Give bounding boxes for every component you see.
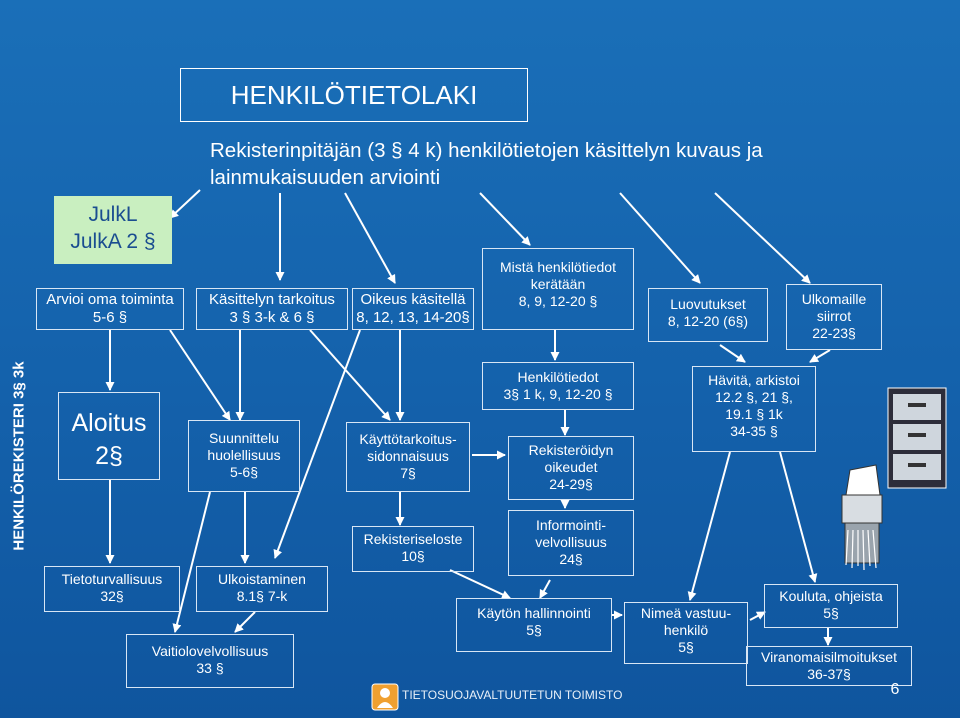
arrow-luovutukset-to-havita xyxy=(720,345,745,362)
arrow-nimea-to-kouluta xyxy=(750,612,765,620)
arvioi-line-1: Arvioi oma toiminta xyxy=(46,291,174,308)
footer-logo-icon xyxy=(372,684,398,710)
oikeus-line-2: 8, 12, 13, 14-20§ xyxy=(356,309,470,327)
office-clipart-icon xyxy=(842,388,946,570)
kasittely-line-1: Käsittelyn tarkoitus xyxy=(209,291,335,308)
mista-line-1: Mistä henkilötiedot xyxy=(500,259,616,275)
luovutukset-box xyxy=(648,288,768,342)
tietoturva-line-2: 32§ xyxy=(100,588,124,605)
vaitiolo-line-1: Vaitiolovelvollisuus xyxy=(151,643,269,659)
ulkomaille-line-3: 22-23§ xyxy=(812,325,856,342)
subtitle-line-2: lainmukaisuuden arviointi xyxy=(210,165,441,189)
footer-text: TIETOSUOJAVALTUUTETUN TOIMISTO xyxy=(402,688,623,702)
kasittely-line-2: 3 § 3-k & 6 § xyxy=(229,309,315,327)
arrow-arvioi-to-suunnittelu xyxy=(170,330,230,420)
arrow-havita-to-nimea xyxy=(690,452,730,600)
rekisteriseloste-box xyxy=(352,526,474,572)
arrow-subtitle-to-mista xyxy=(480,193,530,245)
ulkoistaminen-line-1: Ulkoistaminen xyxy=(218,571,306,587)
title-box xyxy=(180,68,528,122)
ulkoistaminen-box xyxy=(196,566,328,612)
rekisteroidyn-box xyxy=(508,436,634,500)
arvioi-box xyxy=(36,288,184,330)
kasittely-box xyxy=(196,288,348,330)
suunnittelu-box xyxy=(188,420,300,492)
tietoturva-box xyxy=(44,566,180,612)
ulkomaille-line-2: siirrot xyxy=(816,308,852,325)
henkilotiedot-line-2: 3§ 1 k, 9, 12-20 § xyxy=(503,386,613,403)
aloitus-line-2: 2§ xyxy=(95,441,123,470)
arrow-informointi-to-kayton xyxy=(540,580,550,598)
henkilotiedot-line-1: Henkilötiedot xyxy=(517,369,599,385)
rekisteroidyn-line-1: Rekisteröidyn xyxy=(528,442,614,458)
viranomais-line-1: Viranomaisilmoitukset xyxy=(761,649,897,665)
mista-line-3: 8, 9, 12-20 § xyxy=(518,293,598,310)
rekisteroidyn-line-2: oikeudet xyxy=(544,459,598,476)
kayttotarkoitus-line-3: 7§ xyxy=(400,465,416,482)
kouluta-box xyxy=(764,584,898,628)
julkl-line-2: JulkA 2 § xyxy=(70,229,156,253)
julkl-line-1: JulkL xyxy=(88,203,138,226)
mista-line-2: kerätään xyxy=(530,276,586,293)
havita-line-1: Hävitä, arkistoi xyxy=(708,372,800,388)
suunnittelu-line-2: huolellisuus xyxy=(207,447,281,464)
oikeus-box xyxy=(352,288,474,330)
arrow-ulkomaille-to-havita xyxy=(810,350,830,362)
arrow-subtitle-to-oikeus xyxy=(345,193,395,283)
henkilorekisteri-side-label: HENKILÖREKISTERI 3§ 3k xyxy=(10,361,28,551)
oikeus-line-1: Oikeus käsitellä xyxy=(360,291,466,308)
rekisteroidyn-line-3: 24-29§ xyxy=(549,476,593,493)
nimea-line-2: henkilö xyxy=(663,622,709,639)
page-title: HENKILÖTIETOLAKI xyxy=(230,80,478,110)
nimea-box xyxy=(624,602,748,664)
arrow-ulkoistaminen-to-vaitiolo xyxy=(235,612,255,632)
informointi-line-2: velvollisuus xyxy=(535,534,607,551)
ulkomaille-line-1: Ulkomaille xyxy=(801,291,867,307)
nimea-line-1: Nimeä vastuu- xyxy=(640,605,732,621)
julkl-box xyxy=(54,196,172,264)
kayttotarkoitus-box xyxy=(346,422,470,492)
kayttotarkoitus-line-2: sidonnaisuus xyxy=(367,448,449,465)
rekisteriseloste-line-2: 10§ xyxy=(401,548,425,565)
informointi-box xyxy=(508,510,634,576)
vaitiolo-box xyxy=(126,634,294,688)
suunnittelu-line-3: 5-6§ xyxy=(229,464,259,481)
nimea-line-3: 5§ xyxy=(678,639,694,656)
havita-box xyxy=(692,366,816,452)
arrow-subtitle-to-julkl xyxy=(170,190,200,218)
page-number: 6 xyxy=(890,681,900,698)
subtitle-line-1: Rekisterinpitäjän (3 § 4 k) henkilötietojen käsittelyn kuvaus ja xyxy=(210,139,763,162)
havita-line-3: 19.1 § 1k xyxy=(725,406,783,423)
aloitus-box xyxy=(58,392,160,480)
arvioi-line-2: 5-6 § xyxy=(92,309,128,327)
mista-box xyxy=(482,248,634,330)
viranomais-line-2: 36-37§ xyxy=(807,666,851,683)
vaitiolo-line-2: 33 § xyxy=(196,660,224,677)
arrow-rekisteriseloste-to-kayton xyxy=(450,570,510,598)
havita-line-2: 12.2 §, 21 §, xyxy=(715,389,793,406)
luovutukset-line-2: 8, 12-20 (6§) xyxy=(667,313,749,330)
kouluta-line-2: 5§ xyxy=(823,605,839,622)
arrow-havita-to-kouluta xyxy=(780,452,815,582)
suunnittelu-line-1: Suunnittelu xyxy=(208,430,280,446)
rekisteriseloste-line-1: Rekisteriseloste xyxy=(363,531,463,547)
luovutukset-line-1: Luovutukset xyxy=(670,296,746,312)
aloitus-line-1: Aloitus xyxy=(71,409,147,437)
subtitle xyxy=(210,138,960,191)
kayttotarkoitus-line-1: Käyttötarkoitus- xyxy=(359,431,457,447)
tietoturva-line-1: Tietoturvallisuus xyxy=(61,571,163,587)
havita-line-4: 34-35 § xyxy=(730,423,778,440)
henkilotiedot-box xyxy=(482,362,634,410)
ulkomaille-box xyxy=(786,284,882,350)
kayton-box xyxy=(456,598,612,652)
kayton-line-1: Käytön hallinnointi xyxy=(477,605,591,621)
kouluta-line-1: Kouluta, ohjeista xyxy=(779,588,883,604)
arrow-subtitle-to-ulkomaille xyxy=(715,193,810,283)
ulkoistaminen-line-2: 8.1§ 7-k xyxy=(236,588,288,605)
informointi-line-3: 24§ xyxy=(559,551,583,568)
kayton-line-2: 5§ xyxy=(526,622,542,639)
informointi-line-1: Informointi- xyxy=(535,517,607,533)
arrow-kasittely-to-kayttotarkoitus xyxy=(310,330,390,420)
